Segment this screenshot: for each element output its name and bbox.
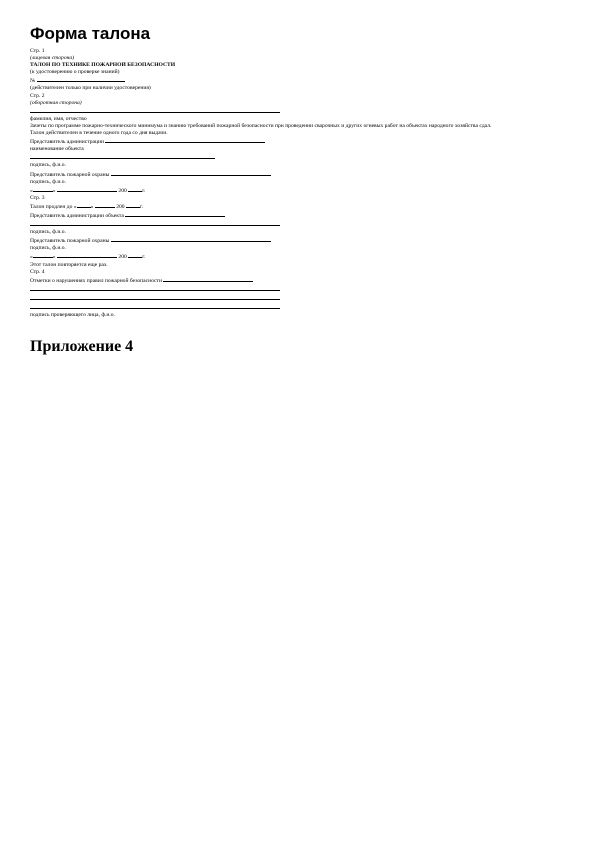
- fio-blank: [30, 107, 280, 113]
- violations-blank-2: [30, 294, 280, 300]
- number-blank: [37, 76, 125, 82]
- admin-rep-obj-blank: [125, 211, 225, 217]
- object-name-caption: наименование объекта: [30, 146, 84, 153]
- inspector-sign-caption: подпись проверяющего лица, ф.и.о.: [30, 312, 115, 319]
- appendix-heading: Приложение 4: [30, 338, 134, 356]
- form-title: Форма талона: [30, 24, 151, 43]
- violations-blank: [163, 276, 253, 282]
- extended-line: [30, 202, 570, 211]
- fire-rep-blank-2: [111, 236, 271, 242]
- fire-rep-line-2: [30, 236, 570, 245]
- fire-rep-label-1: Представитель пожарной охраны: [30, 171, 110, 178]
- date-line-1: [30, 186, 570, 195]
- date-1-open: «: [30, 187, 33, 194]
- extended-end: г.: [139, 203, 144, 210]
- page-1-subtitle: (лицевая сторона): [30, 55, 75, 62]
- date-2-month-blank: [57, 252, 117, 258]
- date-1-mid: »: [52, 187, 56, 194]
- sign-rule-line-3: [30, 220, 570, 229]
- sign-caption-3: подпись, ф.и.о.: [30, 229, 66, 236]
- fio-caption: фамилия, имя, отчество: [30, 115, 87, 122]
- page-1-label: Стр. 1: [30, 48, 45, 54]
- valid-text: Талон действителен в течение одного года со дня выдачи.: [30, 130, 168, 137]
- sign-blank-3: [30, 220, 280, 226]
- date-2-day-blank: [33, 252, 53, 258]
- violations-label: Отметки о нарушениях правил пожарной безопасности: [30, 277, 162, 284]
- date-1-year-blank: [128, 186, 142, 192]
- extended-day-blank: [77, 202, 91, 208]
- extended-month-blank: [95, 202, 115, 208]
- date-2-year-blank: [128, 252, 142, 258]
- violations-blank-1: [30, 285, 280, 291]
- document-page: [30, 24, 570, 357]
- violations-blank-3: [30, 303, 280, 309]
- fio-rule-line: [30, 107, 570, 116]
- talon-subtitle: (к удостоверению о проверке знаний): [30, 69, 120, 76]
- admin-rep-obj-line: [30, 211, 570, 220]
- page-3-label: Стр. 3: [30, 194, 45, 201]
- validity-note: (действителен только при наличии удостоверения): [30, 85, 151, 92]
- date-1-end: г.: [142, 187, 146, 194]
- admin-rep-label: Представитель администрации: [30, 139, 104, 146]
- fire-rep-label-2: Представитель пожарной охраны: [30, 238, 110, 245]
- extended-label: Талон продлен до «: [30, 203, 77, 210]
- sign-rule-line-1: [30, 153, 570, 162]
- page-2-subtitle: (оборотная сторона): [30, 99, 82, 106]
- extended-year-blank: [126, 202, 140, 208]
- date-2-end: г.: [142, 254, 146, 261]
- date-2-year: 200: [118, 254, 127, 261]
- number-sign: №: [30, 78, 36, 85]
- date-2-open: «: [30, 254, 33, 261]
- fire-rep-line-1: [30, 170, 570, 179]
- repeat-once-text: Этот талон повторяется еще раз.: [30, 261, 108, 268]
- date-1-day-blank: [33, 186, 53, 192]
- extended-year: 200: [116, 203, 125, 210]
- sign-caption-1: подпись, ф.и.о.: [30, 162, 66, 169]
- page-2-label: Стр. 2: [30, 92, 45, 99]
- admin-rep-obj-label: Представитель администрации объекта: [30, 212, 124, 219]
- sign-caption-2: подпись, ф.и.о.: [30, 178, 66, 185]
- date-1-month-blank: [57, 186, 117, 192]
- violations-line: [30, 276, 570, 285]
- date-line-2: [30, 252, 570, 261]
- date-1-year: 200: [118, 187, 127, 194]
- passed-text: Зачеты по программе пожарно-технического минимума и знанию требований пожарной безопасности при проведении сварочных и других огневых работ на объектах народного хозяйства сдал.: [30, 122, 492, 129]
- talon-title: ТАЛОН ПО ТЕХНИКЕ ПОЖАРНОЙ БЕЗОПАСНОСТИ: [30, 62, 176, 69]
- extended-mid: »: [90, 203, 94, 210]
- violations-rule-3: [30, 303, 570, 312]
- sign-caption-4: подпись, ф.и.о.: [30, 245, 66, 252]
- sign-blank-1: [30, 153, 215, 159]
- date-2-mid: »: [52, 254, 56, 261]
- fire-rep-blank-1: [111, 170, 271, 176]
- admin-rep-blank: [105, 137, 265, 143]
- admin-rep-line: [30, 137, 570, 146]
- violations-rule-1: [30, 285, 570, 294]
- violations-rule-2: [30, 294, 570, 303]
- number-line: [30, 76, 570, 85]
- page-4-label: Стр. 4: [30, 268, 45, 275]
